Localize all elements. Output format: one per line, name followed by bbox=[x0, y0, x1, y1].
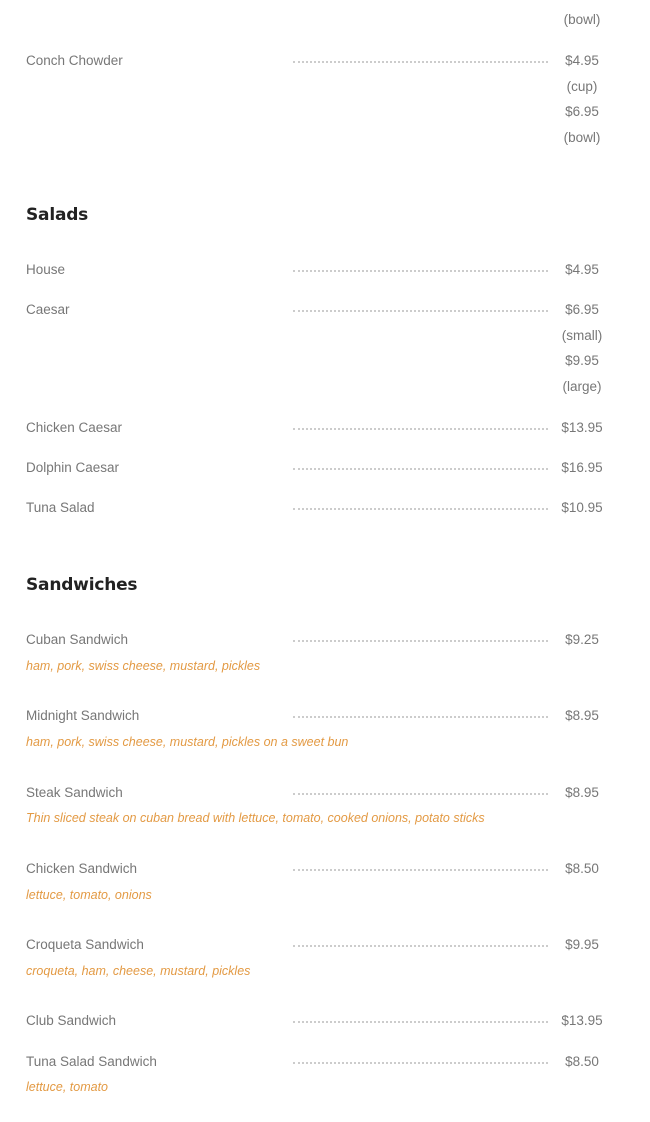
dotted-leader bbox=[293, 785, 548, 795]
menu-item-price bbox=[548, 455, 616, 481]
dotted-leader bbox=[293, 53, 548, 63]
menu-item-name: House bbox=[26, 262, 66, 277]
price-line: $8.95 bbox=[565, 708, 599, 723]
dotted-leader bbox=[293, 632, 548, 642]
menu-item-name: Midnight Sandwich bbox=[26, 708, 140, 723]
menu-item-price bbox=[548, 780, 616, 806]
menu-item-price bbox=[548, 627, 616, 653]
price-line: (cup) bbox=[566, 78, 598, 94]
dotted-leader bbox=[293, 1054, 548, 1064]
section-title-salads: Salads bbox=[26, 205, 89, 225]
menu-item bbox=[26, 302, 616, 399]
price-line: $10.95 bbox=[561, 500, 603, 515]
dotted-leader bbox=[293, 420, 548, 430]
menu-item-price bbox=[548, 48, 616, 150]
menu-item-description: lettuce, tomato bbox=[26, 1080, 108, 1094]
menu-item-price bbox=[548, 257, 616, 283]
menu-item bbox=[26, 420, 616, 441]
menu-item-description: Thin sliced steak on cuban bread with lettuce, tomato, cooked onions, potato sticks bbox=[26, 811, 485, 825]
menu-item-price bbox=[548, 1049, 616, 1075]
menu-item-name: Dolphin Caesar bbox=[26, 460, 120, 475]
price-line: (bowl) bbox=[563, 12, 601, 27]
menu-item-description: lettuce, tomato, onions bbox=[26, 888, 152, 902]
menu-item-price bbox=[548, 297, 616, 399]
menu-item-name: Caesar bbox=[26, 302, 70, 317]
price-line: $8.95 bbox=[565, 785, 599, 800]
menu-item-price bbox=[548, 495, 616, 521]
menu-item-price bbox=[548, 703, 616, 729]
menu-item-name: Conch Chowder bbox=[26, 53, 123, 68]
price-line: $4.95 bbox=[565, 53, 599, 68]
price-line: $6.95 bbox=[565, 104, 599, 119]
dotted-leader bbox=[293, 302, 548, 312]
price-line: $4.95 bbox=[565, 262, 599, 277]
price-line: (large) bbox=[562, 378, 602, 394]
dotted-leader bbox=[293, 460, 548, 470]
menu-item bbox=[26, 632, 616, 653]
price-line: $6.95 bbox=[565, 302, 599, 317]
menu-item bbox=[26, 1013, 616, 1034]
menu-item bbox=[26, 262, 616, 283]
menu-item bbox=[26, 1054, 616, 1075]
menu-item-price bbox=[548, 1008, 616, 1034]
menu-item-price bbox=[548, 415, 616, 441]
menu-item-description: ham, pork, swiss cheese, mustard, pickles on a sweet bun bbox=[26, 735, 349, 749]
menu-item-price bbox=[548, 7, 616, 32]
dotted-leader bbox=[293, 500, 548, 510]
menu-item-name: Tuna Salad bbox=[26, 500, 95, 515]
menu-item-name: Steak Sandwich bbox=[26, 785, 123, 800]
menu-item bbox=[26, 708, 616, 729]
price-line: (bowl) bbox=[563, 129, 601, 145]
dotted-leader bbox=[293, 861, 548, 871]
menu-item bbox=[26, 937, 616, 958]
menu-item-description: ham, pork, swiss cheese, mustard, pickles bbox=[26, 659, 261, 673]
dotted-leader bbox=[293, 1013, 548, 1023]
price-line: (small) bbox=[561, 327, 603, 343]
menu-item-price bbox=[548, 932, 616, 958]
menu-item bbox=[26, 53, 616, 150]
price-line: $8.50 bbox=[565, 1054, 599, 1069]
price-line: $16.95 bbox=[561, 460, 603, 475]
menu-item-name: Cuban Sandwich bbox=[26, 632, 129, 647]
menu-item-name: Croqueta Sandwich bbox=[26, 937, 144, 952]
price-line: $9.25 bbox=[565, 632, 599, 647]
menu-item-description: croqueta, ham, cheese, mustard, pickles bbox=[26, 964, 251, 978]
price-line: $13.95 bbox=[561, 1013, 603, 1028]
menu-item bbox=[26, 500, 616, 521]
price-line: $9.95 bbox=[565, 353, 599, 368]
menu-item bbox=[26, 460, 616, 481]
price-line: $8.50 bbox=[565, 861, 599, 876]
menu-item-price bbox=[548, 856, 616, 882]
menu-item bbox=[26, 785, 616, 806]
price-line: $13.95 bbox=[561, 420, 603, 435]
menu-item bbox=[26, 861, 616, 882]
menu-item-name: Chicken Caesar bbox=[26, 420, 123, 435]
menu-item-name: Club Sandwich bbox=[26, 1013, 117, 1028]
price-line: $9.95 bbox=[565, 937, 599, 952]
menu-item-name: Tuna Salad Sandwich bbox=[26, 1054, 157, 1069]
section-title-sandwiches: Sandwiches bbox=[26, 575, 138, 595]
dotted-leader bbox=[293, 262, 548, 272]
menu-item-name: Chicken Sandwich bbox=[26, 861, 138, 876]
dotted-leader bbox=[293, 937, 548, 947]
dotted-leader bbox=[293, 708, 548, 718]
